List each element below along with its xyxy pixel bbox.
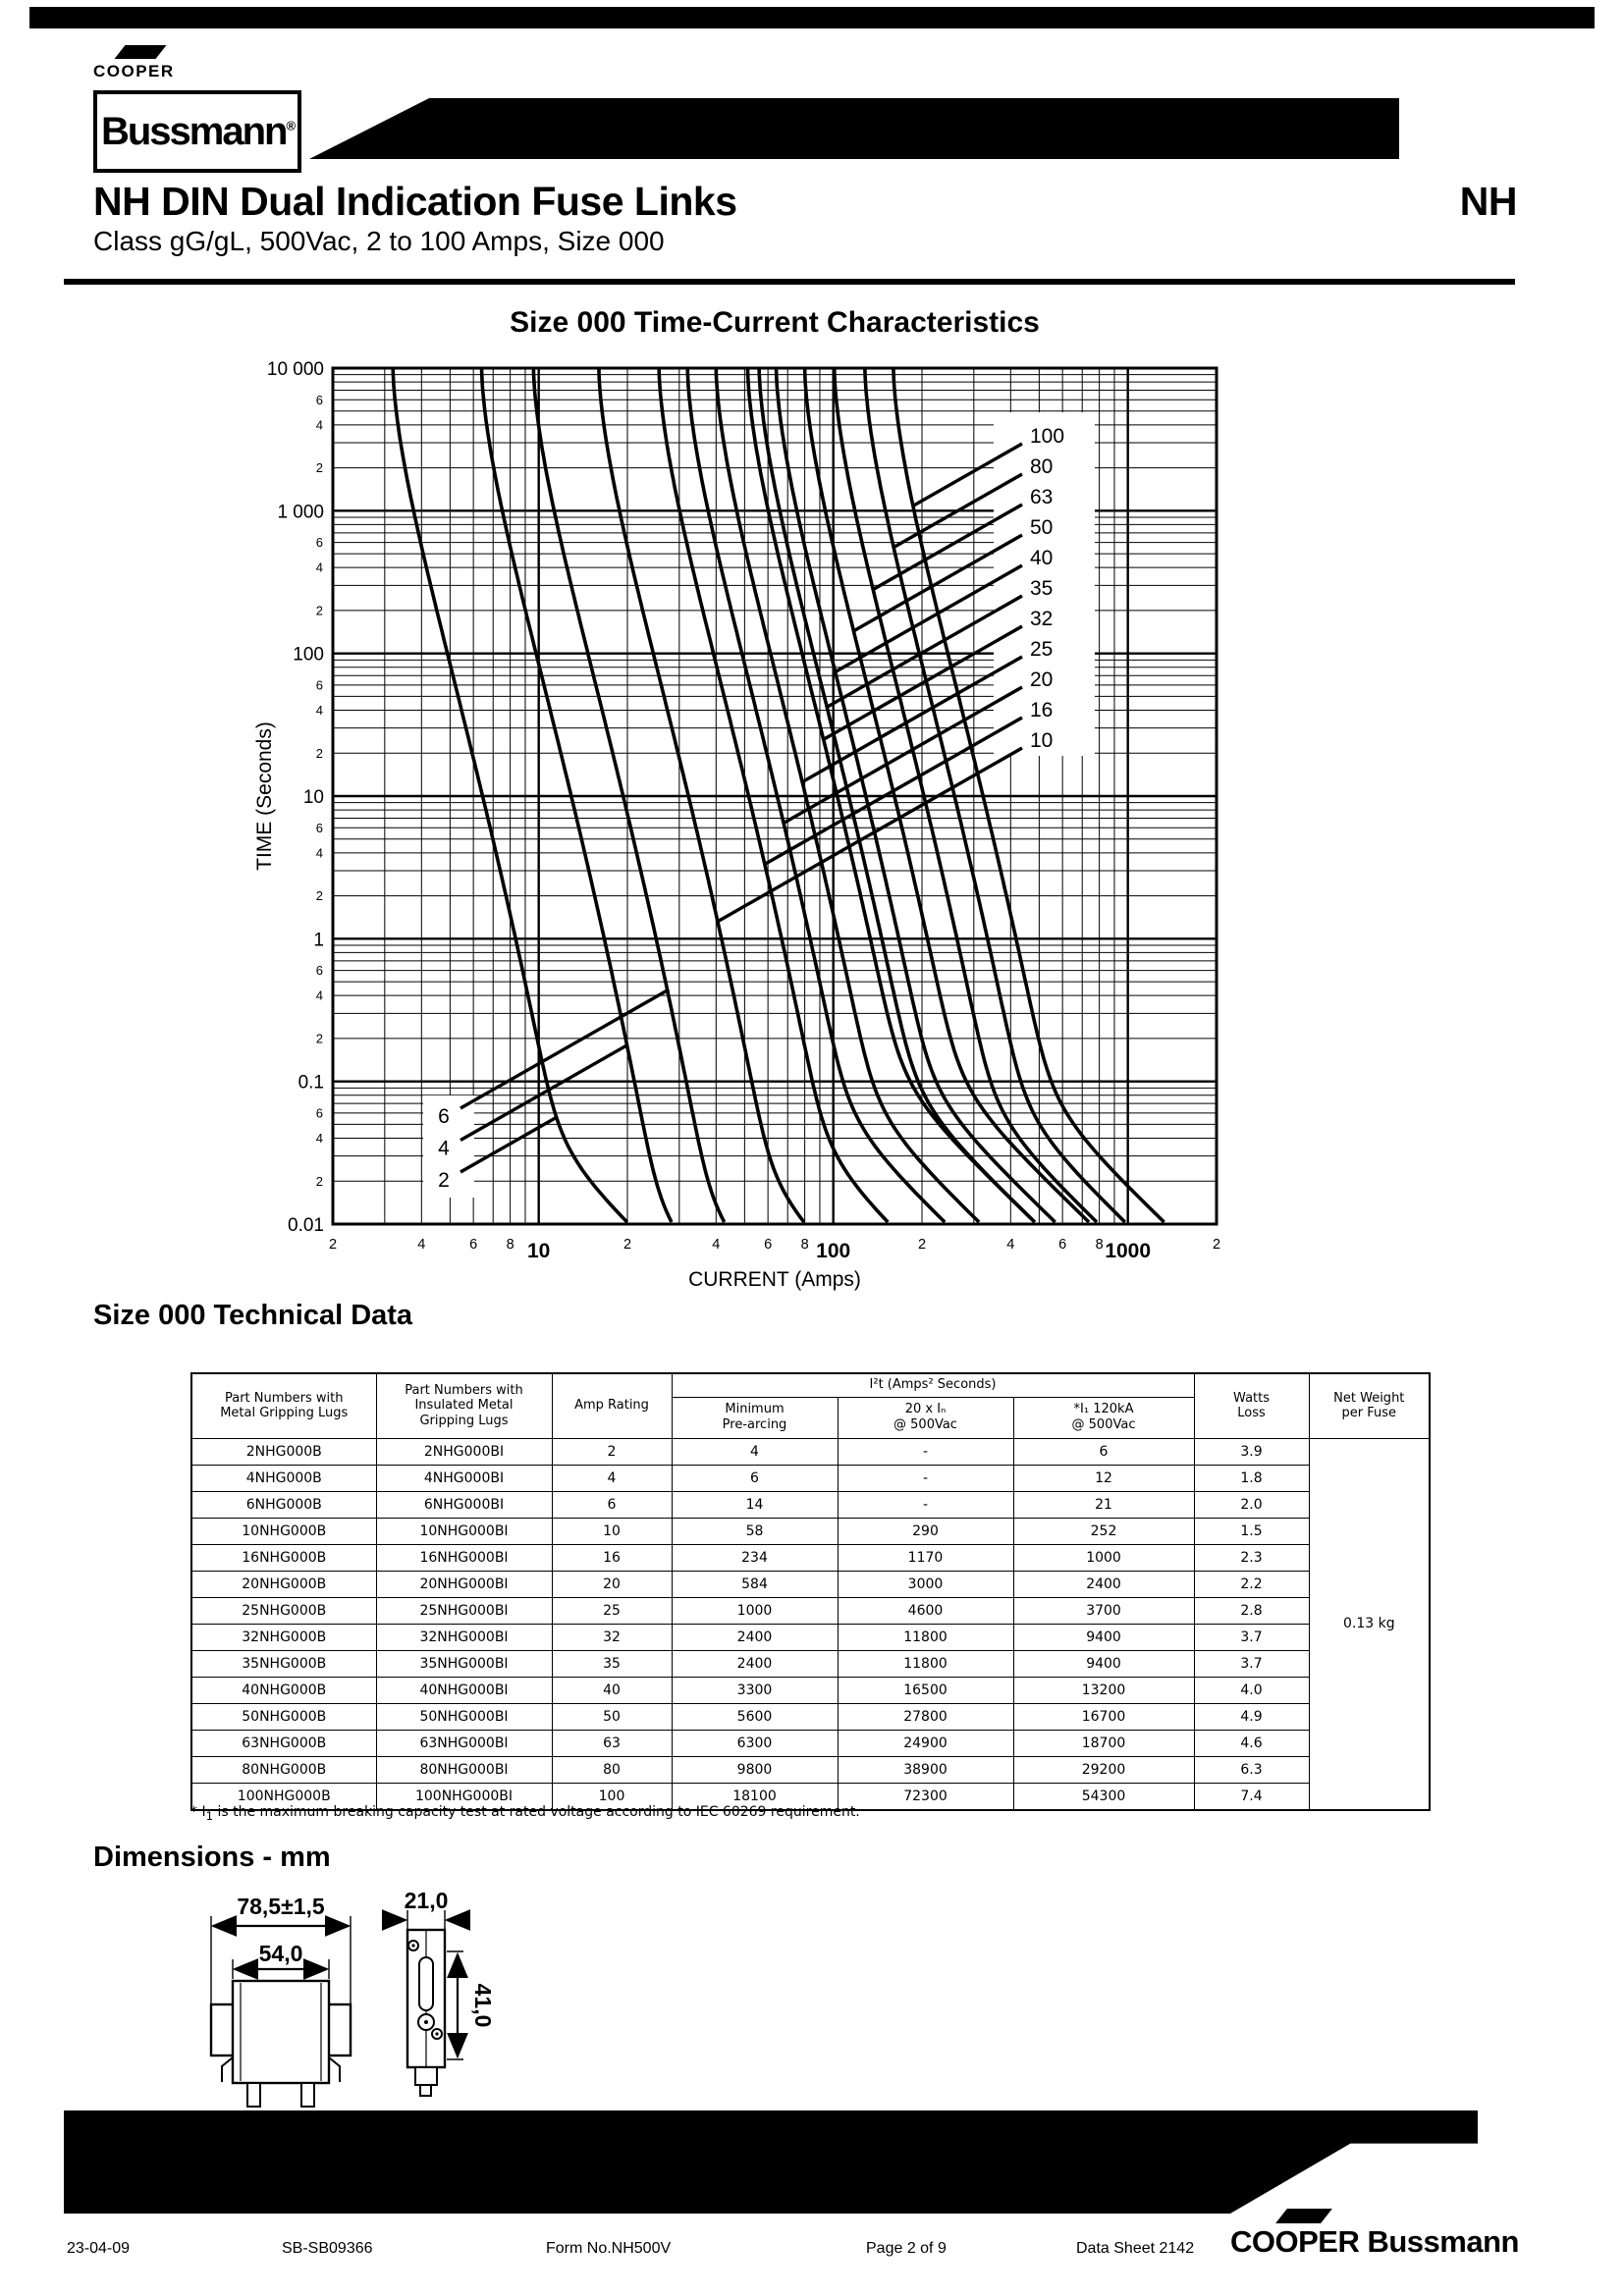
svg-text:2: 2	[315, 603, 323, 618]
page-title: NH DIN Dual Indication Fuse Links	[93, 179, 737, 224]
technical-data-table-wrap	[190, 1372, 1431, 1811]
svg-text:4: 4	[315, 417, 323, 433]
table-cell: 20NHG000B	[191, 1571, 376, 1597]
table-cell: 18700	[1013, 1730, 1194, 1756]
table-cell: 2NHG000B	[191, 1438, 376, 1465]
svg-text:0.01: 0.01	[288, 1215, 324, 1236]
dim-overall-width: 78,5±1,5	[237, 1894, 325, 1919]
table-cell: 27800	[838, 1703, 1013, 1730]
table-cell: 35NHG000BI	[376, 1650, 552, 1677]
svg-text:40: 40	[1030, 547, 1054, 569]
footer-logo: COOPER Bussmann	[1230, 2224, 1519, 2259]
table-row	[191, 1518, 1430, 1544]
table-cell: 234	[672, 1544, 838, 1571]
table-cell: 6NHG000B	[191, 1491, 376, 1518]
footer-code: SB-SB09366	[282, 2240, 373, 2257]
svg-text:2: 2	[315, 1173, 323, 1189]
table-cell: 100NHG000BI	[376, 1783, 552, 1810]
svg-text:63: 63	[1030, 486, 1054, 508]
footer-form: Form No.NH500V	[546, 2240, 672, 2257]
svg-text:100: 100	[816, 1240, 851, 1262]
table-cell: 2400	[672, 1650, 838, 1677]
table-cell: 80NHG000BI	[376, 1756, 552, 1783]
svg-text:6: 6	[764, 1237, 773, 1253]
net-weight-cell: 0.13 kg	[1309, 1438, 1430, 1810]
table-cell: 10	[552, 1518, 672, 1544]
table-cell: 63NHG000BI	[376, 1730, 552, 1756]
table-cell: 50	[552, 1703, 672, 1730]
table-cell: 2	[552, 1438, 672, 1465]
table-cell: 29200	[1013, 1756, 1194, 1783]
table-cell: 5600	[672, 1703, 838, 1730]
svg-text:6: 6	[315, 392, 323, 407]
svg-text:6: 6	[315, 1105, 323, 1121]
table-cell: 1000	[1013, 1544, 1194, 1571]
svg-text:4: 4	[712, 1237, 721, 1253]
table-cell: -	[838, 1465, 1013, 1491]
table-cell: 40	[552, 1677, 672, 1703]
svg-text:35: 35	[1030, 577, 1054, 600]
footer-band	[64, 2110, 1478, 2214]
col-head-i2t-span: I²t (Amps² Seconds)	[672, 1373, 1194, 1397]
table-cell: 2.8	[1194, 1597, 1309, 1624]
table-row	[191, 1677, 1430, 1703]
svg-text:25: 25	[1030, 638, 1054, 661]
table-cell: 3.7	[1194, 1624, 1309, 1650]
y-axis-title: TIME (Seconds)	[253, 721, 276, 871]
table-row	[191, 1650, 1430, 1677]
table-cell: 3000	[838, 1571, 1013, 1597]
table-row	[191, 1438, 1430, 1465]
header-row-1	[191, 1373, 1430, 1397]
table-cell: 16500	[838, 1677, 1013, 1703]
table-cell: 2.2	[1194, 1571, 1309, 1597]
svg-text:4: 4	[1006, 1237, 1015, 1253]
table-cell: 290	[838, 1518, 1013, 1544]
svg-text:2: 2	[328, 1237, 338, 1253]
table-cell: 54300	[1013, 1783, 1194, 1810]
dim-depth: 21,0	[404, 1888, 449, 1913]
time-current-chart	[0, 293, 1624, 1296]
svg-text:10: 10	[302, 787, 324, 809]
footer-page-number: Page 2 of 9	[866, 2240, 947, 2257]
table-cell: 100	[552, 1783, 672, 1810]
col-head-i1-120ka: *I₁ 120kA @ 500Vac	[1013, 1397, 1194, 1438]
svg-text:8: 8	[506, 1237, 514, 1253]
col-head-net-weight: Net Weight per Fuse	[1309, 1373, 1430, 1438]
curve-rating-labels	[423, 412, 1095, 1198]
col-head-metal-lugs: Part Numbers with Metal Gripping Lugs	[191, 1373, 376, 1438]
table-cell: 3300	[672, 1677, 838, 1703]
bussmann-wordmark: Bussmann®	[100, 109, 295, 153]
table-cell: 14	[672, 1491, 838, 1518]
table-cell: 3.7	[1194, 1650, 1309, 1677]
table-row	[191, 1571, 1430, 1597]
svg-text:6: 6	[469, 1237, 478, 1253]
page-subtitle: Class gG/gL, 500Vac, 2 to 100 Amps, Size 000	[93, 226, 665, 256]
table-cell: 6	[552, 1491, 672, 1518]
table-cell: 4.6	[1194, 1730, 1309, 1756]
table-cell: 16700	[1013, 1703, 1194, 1730]
table-cell: 7.4	[1194, 1783, 1309, 1810]
table-cell: 9400	[1013, 1650, 1194, 1677]
chart-title: Size 000 Time-Current Characteristics	[510, 306, 1040, 339]
technical-data-table	[190, 1372, 1431, 1811]
table-cell: 2.0	[1194, 1491, 1309, 1518]
table-cell: 2400	[672, 1624, 838, 1650]
table-cell: 1.8	[1194, 1465, 1309, 1491]
svg-text:0.1: 0.1	[298, 1072, 324, 1094]
table-cell: 25NHG000BI	[376, 1597, 552, 1624]
svg-text:6: 6	[315, 963, 323, 979]
svg-text:100: 100	[293, 644, 324, 666]
table-cell: -	[838, 1438, 1013, 1465]
table-cell: 1000	[672, 1597, 838, 1624]
svg-text:4: 4	[315, 988, 323, 1003]
table-cell: 4	[672, 1438, 838, 1465]
table-cell: 32NHG000B	[191, 1624, 376, 1650]
table-cell: 13200	[1013, 1677, 1194, 1703]
table-row	[191, 1544, 1430, 1571]
cooper-flag-icon	[115, 45, 167, 59]
svg-text:32: 32	[1030, 608, 1054, 630]
table-cell: 50NHG000B	[191, 1703, 376, 1730]
table-cell: 21	[1013, 1491, 1194, 1518]
table-cell: 6300	[672, 1730, 838, 1756]
svg-text:1000: 1000	[1105, 1240, 1152, 1262]
table-cell: 10NHG000BI	[376, 1518, 552, 1544]
table-cell: 20	[552, 1571, 672, 1597]
svg-text:10: 10	[527, 1240, 551, 1262]
col-head-insulated-lugs: Part Numbers with Insulated Metal Gripping Lugs	[376, 1373, 552, 1438]
table-cell: 25	[552, 1597, 672, 1624]
table-cell: 6.3	[1194, 1756, 1309, 1783]
col-head-min-prearcing: Minimum Pre-arcing	[672, 1397, 838, 1438]
table-cell: 1.5	[1194, 1518, 1309, 1544]
table-cell: 25NHG000B	[191, 1597, 376, 1624]
svg-text:2: 2	[315, 745, 323, 761]
table-cell: 252	[1013, 1518, 1194, 1544]
table-cell: 9400	[1013, 1624, 1194, 1650]
svg-text:4: 4	[438, 1137, 450, 1160]
table-cell: 4NHG000BI	[376, 1465, 552, 1491]
footer-datasheet: Data Sheet 2142	[1076, 2240, 1195, 2257]
col-head-20xin: 20 x Iₙ @ 500Vac	[838, 1397, 1013, 1438]
svg-text:2: 2	[315, 460, 323, 476]
svg-text:2: 2	[623, 1237, 632, 1253]
top-bar	[29, 7, 1595, 28]
svg-text:10: 10	[1030, 729, 1054, 752]
svg-text:80: 80	[1030, 455, 1054, 478]
svg-text:6: 6	[315, 677, 323, 693]
svg-text:16: 16	[1030, 699, 1054, 721]
table-row	[191, 1756, 1430, 1783]
table-cell: 6	[672, 1465, 838, 1491]
cooper-flag-icon-footer	[1275, 2209, 1332, 2223]
table-cell: 16NHG000B	[191, 1544, 376, 1571]
dimensions-heading: Dimensions - mm	[93, 1842, 331, 1873]
table-cell: 63	[552, 1730, 672, 1756]
svg-text:100: 100	[1030, 425, 1065, 448]
table-cell: 35	[552, 1650, 672, 1677]
table-cell: 3700	[1013, 1597, 1194, 1624]
table-cell: 32NHG000BI	[376, 1624, 552, 1650]
dim-height: 41,0	[470, 1983, 496, 2028]
svg-text:1 000: 1 000	[277, 502, 324, 523]
table-cell: 40NHG000B	[191, 1677, 376, 1703]
svg-text:2: 2	[438, 1169, 450, 1192]
table-cell: -	[838, 1491, 1013, 1518]
table-cell: 4600	[838, 1597, 1013, 1624]
table-cell: 10NHG000B	[191, 1518, 376, 1544]
table-cell: 100NHG000B	[191, 1783, 376, 1810]
table-cell: 4.0	[1194, 1677, 1309, 1703]
table-cell: 58	[672, 1518, 838, 1544]
table-cell: 11800	[838, 1650, 1013, 1677]
table-cell: 3.9	[1194, 1438, 1309, 1465]
svg-text:4: 4	[315, 1131, 323, 1147]
front-view-drawing	[211, 1894, 351, 2107]
dim-body-width: 54,0	[258, 1941, 303, 1966]
table-cell: 6NHG000BI	[376, 1491, 552, 1518]
header-rule	[64, 279, 1515, 285]
table-cell: 18100	[672, 1783, 838, 1810]
table-cell: 12	[1013, 1465, 1194, 1491]
svg-text:6: 6	[315, 535, 323, 551]
table-cell: 4	[552, 1465, 672, 1491]
col-head-watts-loss: Watts Loss	[1194, 1373, 1309, 1438]
svg-text:10 000: 10 000	[266, 359, 324, 381]
registered-mark: ®	[286, 118, 295, 133]
table-cell: 63NHG000B	[191, 1730, 376, 1756]
table-cell: 16	[552, 1544, 672, 1571]
table-cell: 4NHG000B	[191, 1465, 376, 1491]
table-cell: 1170	[838, 1544, 1013, 1571]
table-cell: 35NHG000B	[191, 1650, 376, 1677]
svg-text:8: 8	[800, 1237, 809, 1253]
table-cell: 38900	[838, 1756, 1013, 1783]
table-body	[191, 1438, 1430, 1810]
table-cell: 24900	[838, 1730, 1013, 1756]
table-cell: 9800	[672, 1756, 838, 1783]
svg-text:4: 4	[315, 845, 323, 861]
svg-text:6: 6	[438, 1105, 450, 1128]
table-cell: 6	[1013, 1438, 1194, 1465]
table-cell: 16NHG000BI	[376, 1544, 552, 1571]
footer-date: 23-04-09	[67, 2240, 131, 2257]
cooper-wordmark: COOPER	[93, 62, 175, 80]
technical-data-heading: Size 000 Technical Data	[93, 1300, 413, 1331]
svg-text:2: 2	[917, 1237, 927, 1253]
svg-text:8: 8	[1095, 1237, 1104, 1253]
table-cell: 20NHG000BI	[376, 1571, 552, 1597]
svg-text:4: 4	[417, 1237, 426, 1253]
table-cell: 2400	[1013, 1571, 1194, 1597]
svg-text:2: 2	[1212, 1237, 1221, 1253]
x-axis-title: CURRENT (Amps)	[688, 1268, 861, 1291]
table-cell: 80	[552, 1756, 672, 1783]
svg-text:1: 1	[313, 930, 324, 951]
table-row	[191, 1730, 1430, 1756]
svg-text:20: 20	[1030, 668, 1054, 691]
svg-text:2: 2	[315, 888, 323, 904]
dimension-drawings	[0, 1885, 746, 2115]
table-footnote: * $I_1$ is the maximum breaking capacity test at rated voltage according to IEC 60269 requirement.	[190, 1804, 860, 1823]
table-row	[191, 1465, 1430, 1491]
table-cell: 72300	[838, 1783, 1013, 1810]
page-corner-code: NH	[1459, 179, 1517, 224]
table-cell: 4.9	[1194, 1703, 1309, 1730]
table-cell: 32	[552, 1624, 672, 1650]
table-cell: 11800	[838, 1624, 1013, 1650]
svg-text:4: 4	[315, 703, 323, 719]
table-row	[191, 1703, 1430, 1730]
table-cell: 584	[672, 1571, 838, 1597]
table-cell: 50NHG000BI	[376, 1703, 552, 1730]
header-wedge	[309, 98, 1399, 159]
svg-text:2: 2	[315, 1031, 323, 1046]
table-row	[191, 1597, 1430, 1624]
table-cell: 40NHG000BI	[376, 1677, 552, 1703]
table-cell: 2.3	[1194, 1544, 1309, 1571]
table-cell: 2NHG000BI	[376, 1438, 552, 1465]
bussmann-logo	[93, 90, 301, 173]
svg-text:50: 50	[1030, 516, 1054, 539]
table-row	[191, 1491, 1430, 1518]
table-row	[191, 1624, 1430, 1650]
svg-text:6: 6	[1058, 1237, 1067, 1253]
side-view-drawing	[384, 1888, 496, 2096]
table-cell: 80NHG000B	[191, 1756, 376, 1783]
col-head-amp-rating: Amp Rating	[552, 1373, 672, 1438]
svg-text:4: 4	[315, 560, 323, 575]
svg-text:6: 6	[315, 820, 323, 835]
